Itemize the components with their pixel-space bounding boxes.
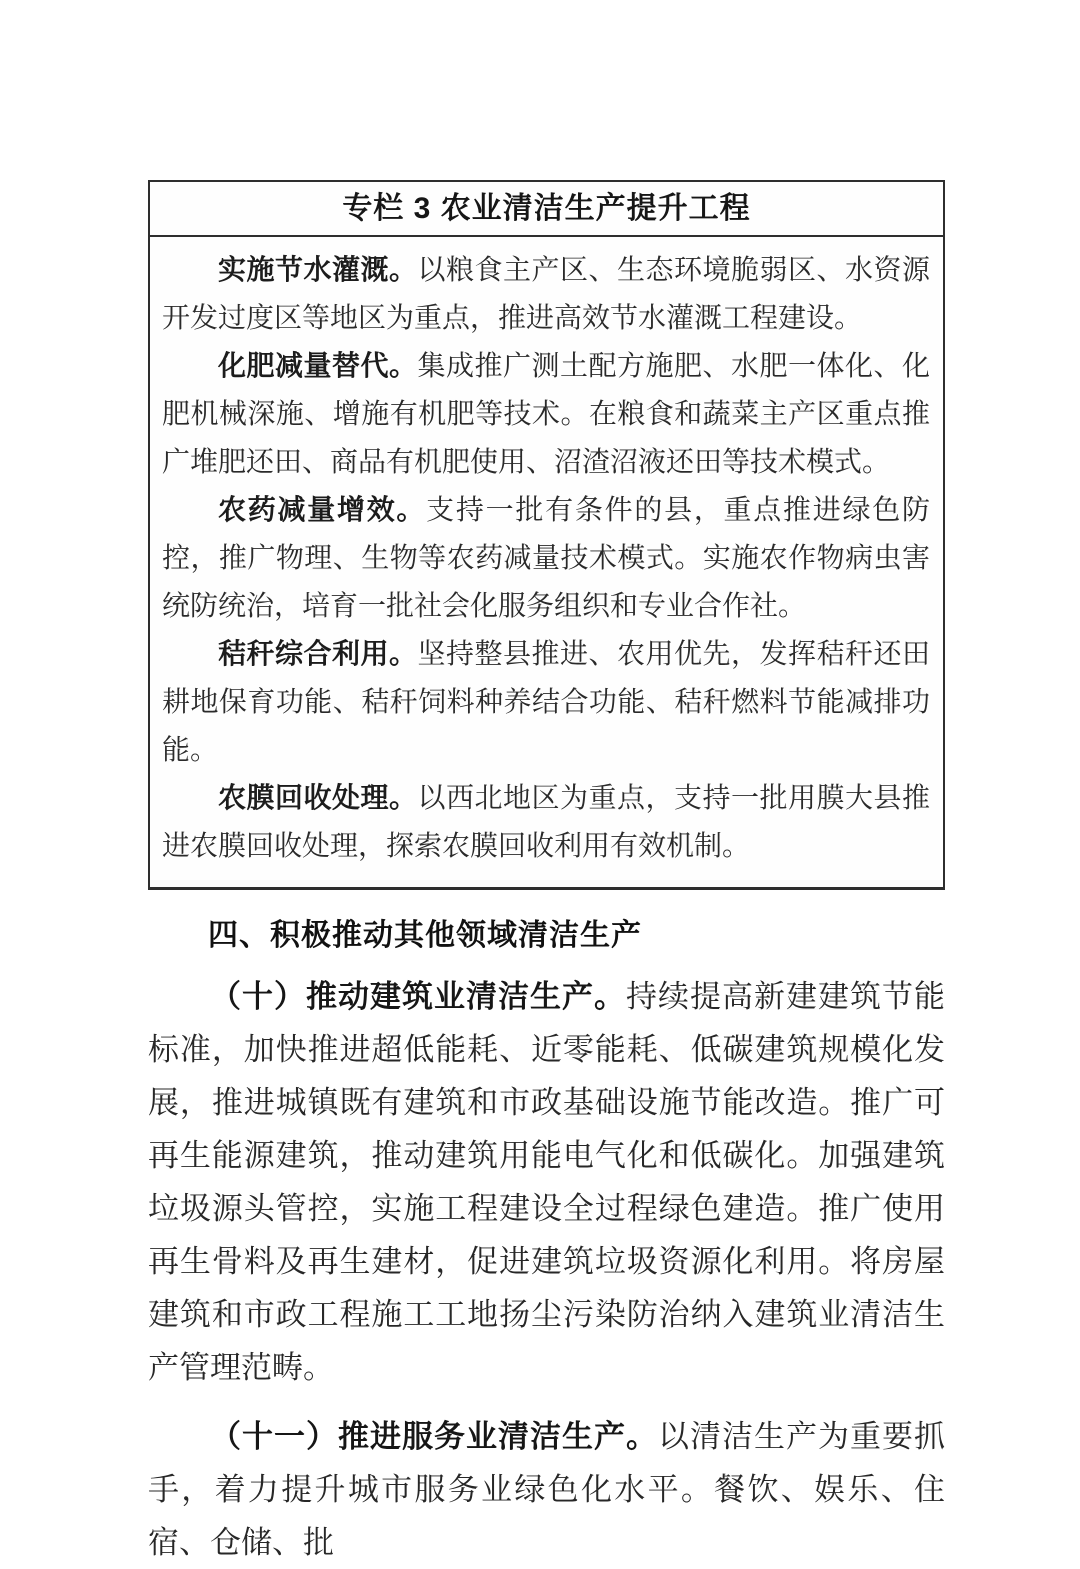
paragraph-lead: （十）推动建筑业清洁生产。 <box>210 979 626 1014</box>
box-paragraph <box>162 343 930 487</box>
box-paragraph <box>162 487 930 631</box>
box-body <box>150 237 943 887</box>
paragraph-lead: 实施节水灌溉。 <box>218 255 418 286</box>
box-title: 专栏 3 农业清洁生产提升工程 <box>150 182 943 237</box>
paragraph-text: 持续提高新建建筑节能标准，加快推进超低能耗、近零能耗、低碳建筑规模化发展，推进城镇既有建筑和市政基础设施节能改造。推广可再生能源建筑，推动建筑用能电气化和低碳化。加强建筑垃圾源头管控，实施工程建设全过程绿色建造。推广使用再生骨料及再生建材，促进建筑垃圾资源化利用。将房屋建筑和市政工程施工工地扬尘污染防治纳入建筑业清洁生产管理范畴。 <box>148 979 945 1385</box>
paragraph-text: 以西北地区为重点，支持一批用膜大县推进农膜回收处理，探索农膜回收利用有效机制。 <box>162 783 930 862</box>
page-content <box>148 180 945 1569</box>
paragraph-text: 支持一批有条件的县，重点推进绿色防控，推广物理、生物等农药减量技术模式。实施农作物病虫害统防统治，培育一批社会化服务组织和专业合作社。 <box>162 495 930 622</box>
box-paragraph <box>162 631 930 775</box>
paragraph-lead: 化肥减量替代。 <box>218 351 418 382</box>
paragraph-lead: 农药减量增效。 <box>218 495 427 526</box>
paragraph-text: 集成推广测土配方施肥、水肥一体化、化肥机械深施、增施有机肥等技术。在粮食和蔬菜主产区重点推广堆肥还田、商品有机肥使用、沼渣沼液还田等技术模式。 <box>162 351 930 478</box>
paragraph-text: 以粮食主产区、生态环境脆弱区、水资源开发过度区等地区为重点，推进高效节水灌溉工程建设。 <box>162 255 930 334</box>
box-paragraph <box>162 775 930 871</box>
section-paragraph <box>148 1410 945 1569</box>
highlight-box <box>148 180 945 890</box>
paragraph-lead: （十一）推进服务业清洁生产。 <box>210 1419 658 1454</box>
paragraph-text: 以清洁生产为重要抓手，着力提升城市服务业绿色化水平。餐饮、娱乐、住宿、仓储、批 <box>148 1419 945 1560</box>
section-paragraph <box>148 970 945 1394</box>
paragraph-lead: 农膜回收处理。 <box>218 783 418 814</box>
section-heading: 四、积极推动其他领域清洁生产 <box>208 919 642 952</box>
paragraph-lead: 秸秆综合利用。 <box>218 639 418 670</box>
paragraph-text: 坚持整县推进、农用优先，发挥秸秆还田耕地保育功能、秸秆饲料种养结合功能、秸秆燃料节能减排功能。 <box>162 639 930 766</box>
box-paragraph <box>162 247 930 343</box>
